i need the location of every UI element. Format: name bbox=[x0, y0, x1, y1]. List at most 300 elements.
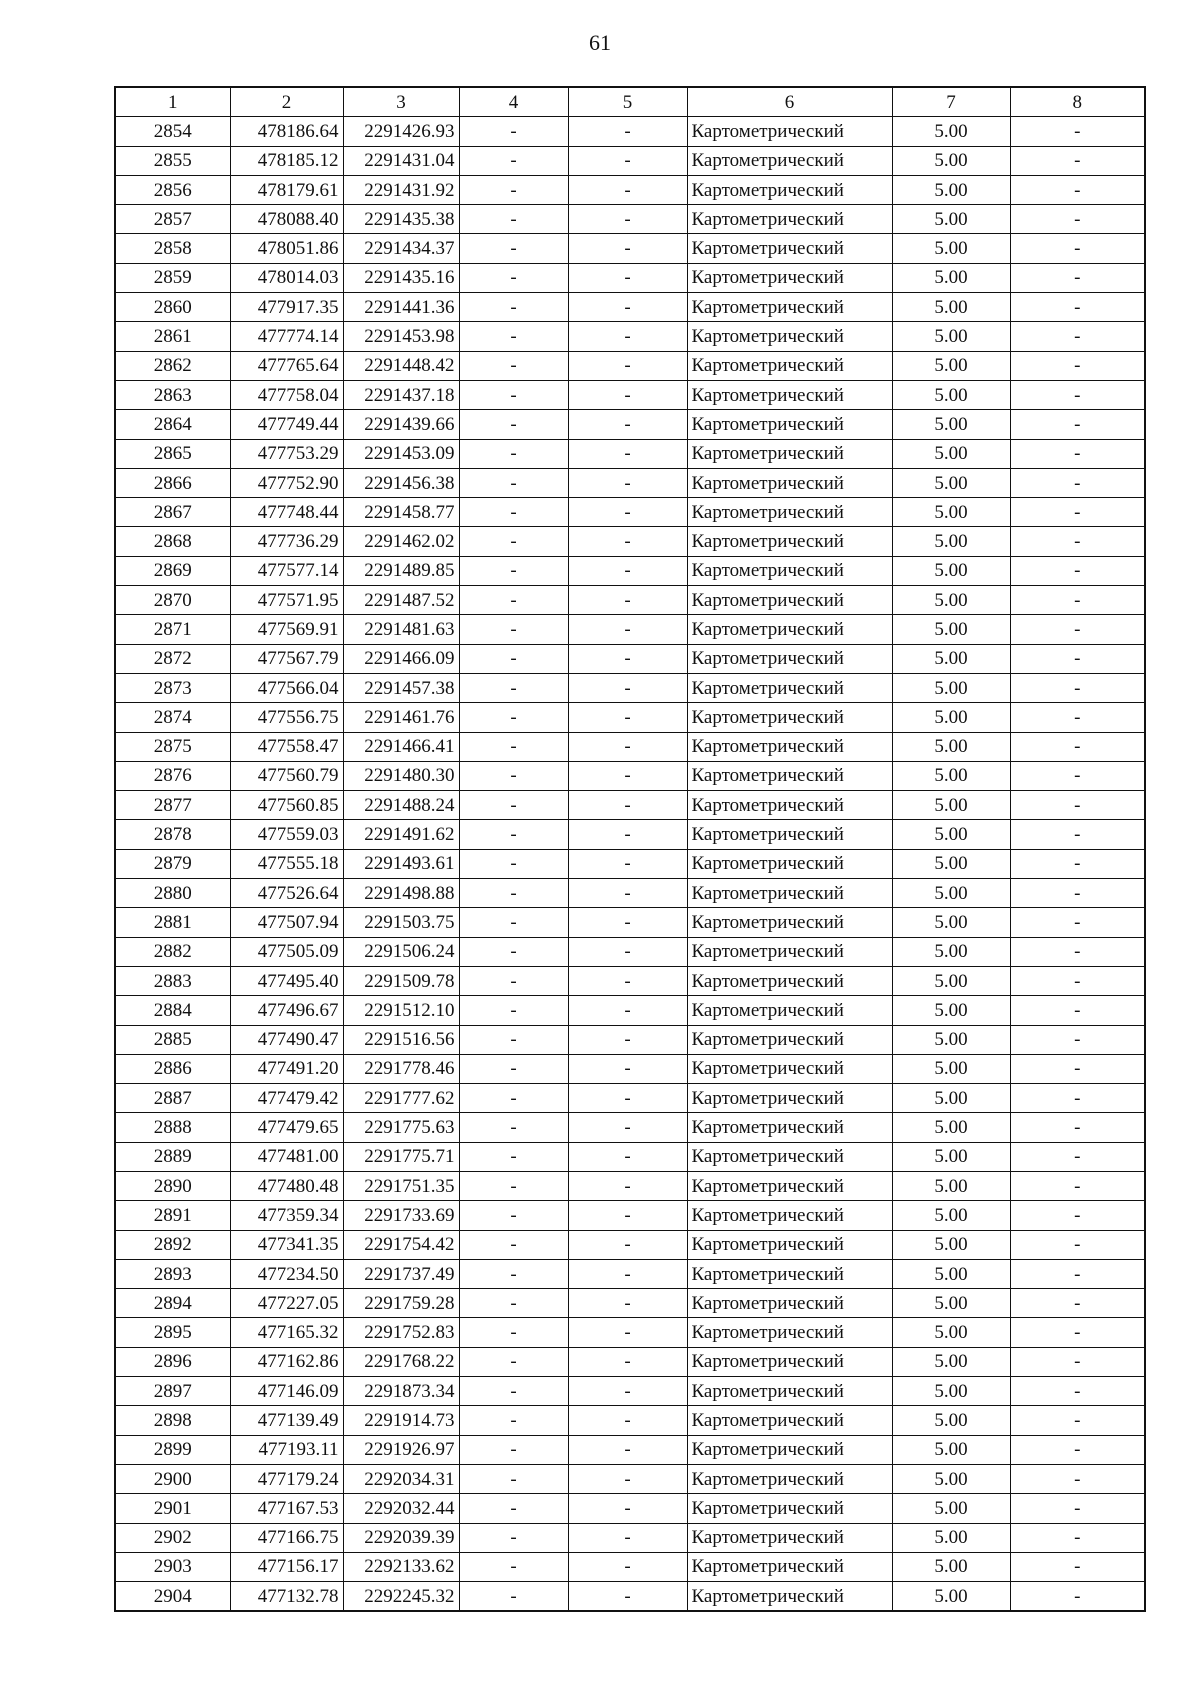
column-header-5: 5 bbox=[568, 87, 687, 117]
table-cell-col-8-value: - bbox=[1010, 791, 1145, 820]
table-cell-col-5-value: - bbox=[568, 439, 687, 468]
table-cell-col-5-value: - bbox=[568, 146, 687, 175]
table-cell-col-5-value: - bbox=[568, 556, 687, 585]
table-cell-point-number: 2883 bbox=[115, 966, 230, 995]
table-cell-method: Картометрический bbox=[687, 205, 892, 234]
table-cell-col-5-value: - bbox=[568, 410, 687, 439]
table-cell-accuracy: 5.00 bbox=[892, 1377, 1010, 1406]
table-cell-col-4-value: - bbox=[459, 820, 568, 849]
table-cell-method: Картометрический bbox=[687, 1406, 892, 1435]
table-row bbox=[115, 439, 1145, 468]
table-cell-col-5-value: - bbox=[568, 1142, 687, 1171]
table-cell-x-coordinate: 477146.09 bbox=[230, 1377, 343, 1406]
table-cell-col-5-value: - bbox=[568, 908, 687, 937]
table-cell-accuracy: 5.00 bbox=[892, 791, 1010, 820]
table-cell-y-coordinate: 2291453.09 bbox=[343, 439, 459, 468]
table-cell-col-5-value: - bbox=[568, 263, 687, 292]
table-cell-y-coordinate: 2291448.42 bbox=[343, 351, 459, 380]
table-row bbox=[115, 1289, 1145, 1318]
table-row bbox=[115, 1201, 1145, 1230]
page-number: 61 bbox=[589, 30, 611, 55]
table-row bbox=[115, 615, 1145, 644]
table-cell-y-coordinate: 2291480.30 bbox=[343, 761, 459, 790]
table-cell-accuracy: 5.00 bbox=[892, 1025, 1010, 1054]
table-cell-method: Картометрический bbox=[687, 966, 892, 995]
table-row bbox=[115, 1084, 1145, 1113]
table-cell-method: Картометрический bbox=[687, 761, 892, 790]
table-cell-col-4-value: - bbox=[459, 761, 568, 790]
table-cell-method: Картометрический bbox=[687, 879, 892, 908]
table-cell-col-4-value: - bbox=[459, 146, 568, 175]
table-cell-x-coordinate: 477227.05 bbox=[230, 1289, 343, 1318]
table-cell-method: Картометрический bbox=[687, 732, 892, 761]
table-cell-accuracy: 5.00 bbox=[892, 351, 1010, 380]
table-cell-y-coordinate: 2291466.41 bbox=[343, 732, 459, 761]
table-row bbox=[115, 703, 1145, 732]
table-cell-col-4-value: - bbox=[459, 1142, 568, 1171]
table-cell-col-8-value: - bbox=[1010, 673, 1145, 702]
table-cell-col-4-value: - bbox=[459, 351, 568, 380]
table-row bbox=[115, 556, 1145, 585]
table-cell-method: Картометрический bbox=[687, 1084, 892, 1113]
table-cell-col-5-value: - bbox=[568, 966, 687, 995]
table-cell-col-8-value: - bbox=[1010, 146, 1145, 175]
table-cell-x-coordinate: 477165.32 bbox=[230, 1318, 343, 1347]
table-cell-point-number: 2860 bbox=[115, 293, 230, 322]
table-cell-x-coordinate: 477166.75 bbox=[230, 1523, 343, 1552]
table-cell-method: Картометрический bbox=[687, 996, 892, 1025]
table-cell-x-coordinate: 477496.67 bbox=[230, 996, 343, 1025]
table-cell-col-5-value: - bbox=[568, 380, 687, 409]
table-cell-y-coordinate: 2291462.02 bbox=[343, 527, 459, 556]
table-cell-col-8-value: - bbox=[1010, 703, 1145, 732]
table-cell-col-4-value: - bbox=[459, 586, 568, 615]
table-cell-y-coordinate: 2291439.66 bbox=[343, 410, 459, 439]
table-cell-x-coordinate: 477479.65 bbox=[230, 1113, 343, 1142]
table-cell-col-8-value: - bbox=[1010, 1435, 1145, 1464]
table-cell-accuracy: 5.00 bbox=[892, 439, 1010, 468]
table-row bbox=[115, 1494, 1145, 1523]
table-cell-col-5-value: - bbox=[568, 703, 687, 732]
table-cell-accuracy: 5.00 bbox=[892, 1259, 1010, 1288]
table-cell-point-number: 2904 bbox=[115, 1582, 230, 1612]
table-cell-y-coordinate: 2291489.85 bbox=[343, 556, 459, 585]
table-cell-y-coordinate: 2291751.35 bbox=[343, 1171, 459, 1200]
table-cell-x-coordinate: 477736.29 bbox=[230, 527, 343, 556]
table-row bbox=[115, 351, 1145, 380]
table-cell-point-number: 2887 bbox=[115, 1084, 230, 1113]
table-cell-method: Картометрический bbox=[687, 1494, 892, 1523]
table-cell-y-coordinate: 2291768.22 bbox=[343, 1347, 459, 1376]
table-cell-col-5-value: - bbox=[568, 1025, 687, 1054]
table-cell-method: Картометрический bbox=[687, 175, 892, 204]
table-cell-method: Картометрический bbox=[687, 1552, 892, 1581]
table-row bbox=[115, 410, 1145, 439]
table-cell-col-5-value: - bbox=[568, 1171, 687, 1200]
table-cell-x-coordinate: 477179.24 bbox=[230, 1464, 343, 1493]
table-cell-y-coordinate: 2291437.18 bbox=[343, 380, 459, 409]
table-cell-col-5-value: - bbox=[568, 1113, 687, 1142]
table-cell-col-4-value: - bbox=[459, 380, 568, 409]
table-cell-x-coordinate: 477567.79 bbox=[230, 644, 343, 673]
table-cell-col-4-value: - bbox=[459, 439, 568, 468]
table-cell-col-5-value: - bbox=[568, 586, 687, 615]
table-cell-col-4-value: - bbox=[459, 468, 568, 497]
table-cell-x-coordinate: 477560.79 bbox=[230, 761, 343, 790]
table-cell-col-5-value: - bbox=[568, 673, 687, 702]
table-cell-col-8-value: - bbox=[1010, 117, 1145, 146]
table-cell-x-coordinate: 477765.64 bbox=[230, 351, 343, 380]
table-cell-col-4-value: - bbox=[459, 996, 568, 1025]
table-cell-point-number: 2875 bbox=[115, 732, 230, 761]
table-row bbox=[115, 527, 1145, 556]
table-cell-col-4-value: - bbox=[459, 615, 568, 644]
table-cell-point-number: 2874 bbox=[115, 703, 230, 732]
table-cell-y-coordinate: 2291926.97 bbox=[343, 1435, 459, 1464]
table-row bbox=[115, 586, 1145, 615]
table-cell-point-number: 2885 bbox=[115, 1025, 230, 1054]
table-cell-point-number: 2880 bbox=[115, 879, 230, 908]
table-cell-y-coordinate: 2291453.98 bbox=[343, 322, 459, 351]
table-cell-col-8-value: - bbox=[1010, 556, 1145, 585]
table-cell-col-5-value: - bbox=[568, 1347, 687, 1376]
column-header-8: 8 bbox=[1010, 87, 1145, 117]
table-cell-method: Картометрический bbox=[687, 410, 892, 439]
table-cell-col-8-value: - bbox=[1010, 966, 1145, 995]
table-cell-accuracy: 5.00 bbox=[892, 1113, 1010, 1142]
table-row bbox=[115, 1552, 1145, 1581]
table-cell-col-8-value: - bbox=[1010, 1201, 1145, 1230]
table-cell-accuracy: 5.00 bbox=[892, 586, 1010, 615]
table-cell-col-4-value: - bbox=[459, 937, 568, 966]
table-cell-y-coordinate: 2291778.46 bbox=[343, 1054, 459, 1083]
table-cell-method: Картометрический bbox=[687, 293, 892, 322]
table-cell-col-8-value: - bbox=[1010, 1230, 1145, 1259]
table-cell-col-5-value: - bbox=[568, 1259, 687, 1288]
table-cell-x-coordinate: 477758.04 bbox=[230, 380, 343, 409]
table-row bbox=[115, 205, 1145, 234]
table-cell-col-8-value: - bbox=[1010, 732, 1145, 761]
table-cell-col-5-value: - bbox=[568, 527, 687, 556]
table-cell-col-8-value: - bbox=[1010, 468, 1145, 497]
table-cell-accuracy: 5.00 bbox=[892, 732, 1010, 761]
table-cell-col-5-value: - bbox=[568, 820, 687, 849]
table-cell-point-number: 2881 bbox=[115, 908, 230, 937]
table-row bbox=[115, 1230, 1145, 1259]
table-cell-col-5-value: - bbox=[568, 234, 687, 263]
table-cell-method: Картометрический bbox=[687, 1523, 892, 1552]
table-cell-col-5-value: - bbox=[568, 1406, 687, 1435]
table-cell-y-coordinate: 2291431.04 bbox=[343, 146, 459, 175]
table-cell-method: Картометрический bbox=[687, 1435, 892, 1464]
table-cell-col-4-value: - bbox=[459, 791, 568, 820]
table-cell-col-8-value: - bbox=[1010, 380, 1145, 409]
table-cell-method: Картометрический bbox=[687, 586, 892, 615]
table-cell-col-5-value: - bbox=[568, 293, 687, 322]
table-cell-point-number: 2855 bbox=[115, 146, 230, 175]
table-cell-col-5-value: - bbox=[568, 879, 687, 908]
table-cell-col-8-value: - bbox=[1010, 1464, 1145, 1493]
table-cell-col-8-value: - bbox=[1010, 761, 1145, 790]
table-cell-y-coordinate: 2291512.10 bbox=[343, 996, 459, 1025]
table-cell-y-coordinate: 2291466.09 bbox=[343, 644, 459, 673]
table-cell-col-8-value: - bbox=[1010, 908, 1145, 937]
table-cell-x-coordinate: 477481.00 bbox=[230, 1142, 343, 1171]
table-cell-y-coordinate: 2291775.63 bbox=[343, 1113, 459, 1142]
table-cell-method: Картометрический bbox=[687, 527, 892, 556]
table-cell-point-number: 2879 bbox=[115, 849, 230, 878]
table-row bbox=[115, 234, 1145, 263]
table-cell-col-8-value: - bbox=[1010, 1259, 1145, 1288]
table-cell-point-number: 2858 bbox=[115, 234, 230, 263]
table-row bbox=[115, 1464, 1145, 1493]
table-cell-col-4-value: - bbox=[459, 1552, 568, 1581]
table-cell-x-coordinate: 477167.53 bbox=[230, 1494, 343, 1523]
table-cell-point-number: 2870 bbox=[115, 586, 230, 615]
table-cell-col-8-value: - bbox=[1010, 996, 1145, 1025]
table-cell-col-8-value: - bbox=[1010, 1406, 1145, 1435]
table-body bbox=[115, 117, 1145, 1612]
table-cell-col-5-value: - bbox=[568, 322, 687, 351]
table-cell-x-coordinate: 477558.47 bbox=[230, 732, 343, 761]
table-cell-method: Картометрический bbox=[687, 1201, 892, 1230]
table-cell-col-8-value: - bbox=[1010, 351, 1145, 380]
table-cell-x-coordinate: 477749.44 bbox=[230, 410, 343, 439]
table-cell-method: Картометрический bbox=[687, 644, 892, 673]
table-cell-point-number: 2862 bbox=[115, 351, 230, 380]
table-cell-accuracy: 5.00 bbox=[892, 1435, 1010, 1464]
table-cell-col-8-value: - bbox=[1010, 1318, 1145, 1347]
table-cell-point-number: 2884 bbox=[115, 996, 230, 1025]
table-cell-accuracy: 5.00 bbox=[892, 644, 1010, 673]
table-cell-x-coordinate: 477139.49 bbox=[230, 1406, 343, 1435]
table-cell-y-coordinate: 2291503.75 bbox=[343, 908, 459, 937]
table-cell-x-coordinate: 478179.61 bbox=[230, 175, 343, 204]
table-cell-col-4-value: - bbox=[459, 263, 568, 292]
table-cell-method: Картометрический bbox=[687, 1025, 892, 1054]
table-cell-x-coordinate: 477162.86 bbox=[230, 1347, 343, 1376]
table-row bbox=[115, 1347, 1145, 1376]
table-cell-col-4-value: - bbox=[459, 1406, 568, 1435]
table-cell-accuracy: 5.00 bbox=[892, 879, 1010, 908]
table-cell-point-number: 2878 bbox=[115, 820, 230, 849]
table-cell-col-4-value: - bbox=[459, 1523, 568, 1552]
table-cell-accuracy: 5.00 bbox=[892, 263, 1010, 292]
table-cell-col-5-value: - bbox=[568, 732, 687, 761]
table-cell-x-coordinate: 477748.44 bbox=[230, 498, 343, 527]
table-cell-y-coordinate: 2291487.52 bbox=[343, 586, 459, 615]
table-cell-y-coordinate: 2291456.38 bbox=[343, 468, 459, 497]
table-cell-point-number: 2895 bbox=[115, 1318, 230, 1347]
table-cell-point-number: 2899 bbox=[115, 1435, 230, 1464]
table-cell-col-8-value: - bbox=[1010, 527, 1145, 556]
table-cell-col-8-value: - bbox=[1010, 849, 1145, 878]
table-cell-accuracy: 5.00 bbox=[892, 908, 1010, 937]
table-cell-y-coordinate: 2291435.38 bbox=[343, 205, 459, 234]
table-cell-col-5-value: - bbox=[568, 498, 687, 527]
table-row bbox=[115, 937, 1145, 966]
table-cell-col-8-value: - bbox=[1010, 410, 1145, 439]
table-row bbox=[115, 1054, 1145, 1083]
table-row bbox=[115, 644, 1145, 673]
table-cell-method: Картометрический bbox=[687, 673, 892, 702]
table-cell-method: Картометрический bbox=[687, 937, 892, 966]
table-cell-accuracy: 5.00 bbox=[892, 1318, 1010, 1347]
table-cell-col-4-value: - bbox=[459, 556, 568, 585]
table-row bbox=[115, 1435, 1145, 1464]
table-cell-col-4-value: - bbox=[459, 1289, 568, 1318]
table-cell-col-5-value: - bbox=[568, 761, 687, 790]
table-cell-point-number: 2869 bbox=[115, 556, 230, 585]
table-cell-point-number: 2871 bbox=[115, 615, 230, 644]
table-cell-col-4-value: - bbox=[459, 498, 568, 527]
table-cell-y-coordinate: 2291481.63 bbox=[343, 615, 459, 644]
table-cell-point-number: 2873 bbox=[115, 673, 230, 702]
table-cell-point-number: 2863 bbox=[115, 380, 230, 409]
table-cell-col-8-value: - bbox=[1010, 615, 1145, 644]
table-cell-col-8-value: - bbox=[1010, 1025, 1145, 1054]
table-cell-y-coordinate: 2291516.56 bbox=[343, 1025, 459, 1054]
table-cell-col-4-value: - bbox=[459, 732, 568, 761]
table-cell-y-coordinate: 2291752.83 bbox=[343, 1318, 459, 1347]
table-cell-col-8-value: - bbox=[1010, 820, 1145, 849]
table-row bbox=[115, 380, 1145, 409]
table-cell-accuracy: 5.00 bbox=[892, 1347, 1010, 1376]
table-cell-point-number: 2865 bbox=[115, 439, 230, 468]
table-cell-col-8-value: - bbox=[1010, 1552, 1145, 1581]
table-cell-x-coordinate: 477479.42 bbox=[230, 1084, 343, 1113]
table-cell-accuracy: 5.00 bbox=[892, 849, 1010, 878]
table-cell-accuracy: 5.00 bbox=[892, 996, 1010, 1025]
table-cell-col-8-value: - bbox=[1010, 644, 1145, 673]
table-cell-point-number: 2894 bbox=[115, 1289, 230, 1318]
table-cell-method: Картометрический bbox=[687, 1582, 892, 1612]
table-cell-x-coordinate: 478014.03 bbox=[230, 263, 343, 292]
table-cell-y-coordinate: 2291461.76 bbox=[343, 703, 459, 732]
table-cell-point-number: 2866 bbox=[115, 468, 230, 497]
table-row bbox=[115, 1171, 1145, 1200]
table-cell-col-4-value: - bbox=[459, 1347, 568, 1376]
table-cell-point-number: 2897 bbox=[115, 1377, 230, 1406]
table-cell-method: Картометрический bbox=[687, 380, 892, 409]
table-cell-col-8-value: - bbox=[1010, 1289, 1145, 1318]
table-cell-point-number: 2857 bbox=[115, 205, 230, 234]
table-cell-point-number: 2864 bbox=[115, 410, 230, 439]
table-cell-method: Картометрический bbox=[687, 791, 892, 820]
table-cell-point-number: 2903 bbox=[115, 1552, 230, 1581]
table-cell-col-4-value: - bbox=[459, 879, 568, 908]
table-header-row bbox=[115, 87, 1145, 117]
table-cell-col-5-value: - bbox=[568, 1084, 687, 1113]
table-cell-x-coordinate: 477341.35 bbox=[230, 1230, 343, 1259]
table-cell-col-8-value: - bbox=[1010, 1523, 1145, 1552]
table-cell-method: Картометрический bbox=[687, 263, 892, 292]
table-cell-point-number: 2872 bbox=[115, 644, 230, 673]
table-row bbox=[115, 849, 1145, 878]
table-cell-accuracy: 5.00 bbox=[892, 527, 1010, 556]
table-cell-accuracy: 5.00 bbox=[892, 1171, 1010, 1200]
table-cell-accuracy: 5.00 bbox=[892, 1142, 1010, 1171]
table-cell-y-coordinate: 2291431.92 bbox=[343, 175, 459, 204]
table-cell-x-coordinate: 477917.35 bbox=[230, 293, 343, 322]
table-row bbox=[115, 820, 1145, 849]
table-cell-x-coordinate: 477495.40 bbox=[230, 966, 343, 995]
table-cell-col-5-value: - bbox=[568, 1435, 687, 1464]
table-cell-x-coordinate: 477480.48 bbox=[230, 1171, 343, 1200]
table-cell-col-4-value: - bbox=[459, 205, 568, 234]
table-cell-col-4-value: - bbox=[459, 966, 568, 995]
table-cell-col-8-value: - bbox=[1010, 1084, 1145, 1113]
table-cell-x-coordinate: 478088.40 bbox=[230, 205, 343, 234]
table-cell-accuracy: 5.00 bbox=[892, 1582, 1010, 1612]
table-cell-accuracy: 5.00 bbox=[892, 498, 1010, 527]
table-cell-y-coordinate: 2291506.24 bbox=[343, 937, 459, 966]
column-header-3: 3 bbox=[343, 87, 459, 117]
table-cell-x-coordinate: 477491.20 bbox=[230, 1054, 343, 1083]
table-cell-col-8-value: - bbox=[1010, 1347, 1145, 1376]
table-cell-col-4-value: - bbox=[459, 234, 568, 263]
table-cell-accuracy: 5.00 bbox=[892, 1406, 1010, 1435]
table-cell-y-coordinate: 2292032.44 bbox=[343, 1494, 459, 1523]
table-cell-point-number: 2854 bbox=[115, 117, 230, 146]
table-cell-x-coordinate: 477490.47 bbox=[230, 1025, 343, 1054]
table-cell-y-coordinate: 2291441.36 bbox=[343, 293, 459, 322]
table-cell-method: Картометрический bbox=[687, 351, 892, 380]
column-header-7: 7 bbox=[892, 87, 1010, 117]
table-cell-accuracy: 5.00 bbox=[892, 205, 1010, 234]
table-cell-method: Картометрический bbox=[687, 1171, 892, 1200]
table-cell-col-4-value: - bbox=[459, 673, 568, 702]
table-cell-method: Картометрический bbox=[687, 1347, 892, 1376]
table-cell-y-coordinate: 2291777.62 bbox=[343, 1084, 459, 1113]
table-cell-x-coordinate: 477505.09 bbox=[230, 937, 343, 966]
table-cell-accuracy: 5.00 bbox=[892, 293, 1010, 322]
table-cell-col-8-value: - bbox=[1010, 1054, 1145, 1083]
table-row bbox=[115, 175, 1145, 204]
table-cell-col-4-value: - bbox=[459, 1259, 568, 1288]
table-cell-method: Картометрический bbox=[687, 498, 892, 527]
table-row bbox=[115, 1377, 1145, 1406]
table-cell-point-number: 2891 bbox=[115, 1201, 230, 1230]
table-cell-point-number: 2898 bbox=[115, 1406, 230, 1435]
table-cell-accuracy: 5.00 bbox=[892, 1230, 1010, 1259]
table-cell-accuracy: 5.00 bbox=[892, 234, 1010, 263]
table-cell-point-number: 2902 bbox=[115, 1523, 230, 1552]
table-cell-y-coordinate: 2291759.28 bbox=[343, 1289, 459, 1318]
table-cell-y-coordinate: 2291733.69 bbox=[343, 1201, 459, 1230]
table-cell-y-coordinate: 2291434.37 bbox=[343, 234, 459, 263]
table-cell-x-coordinate: 477774.14 bbox=[230, 322, 343, 351]
table-row bbox=[115, 966, 1145, 995]
table-cell-col-4-value: - bbox=[459, 1201, 568, 1230]
table-cell-col-5-value: - bbox=[568, 1494, 687, 1523]
table-cell-point-number: 2890 bbox=[115, 1171, 230, 1200]
table-cell-method: Картометрический bbox=[687, 117, 892, 146]
table-cell-col-4-value: - bbox=[459, 1113, 568, 1142]
table-cell-x-coordinate: 477569.91 bbox=[230, 615, 343, 644]
table-row bbox=[115, 146, 1145, 175]
table-row bbox=[115, 879, 1145, 908]
table-cell-accuracy: 5.00 bbox=[892, 1201, 1010, 1230]
table-cell-col-5-value: - bbox=[568, 468, 687, 497]
table-cell-accuracy: 5.00 bbox=[892, 1084, 1010, 1113]
table-cell-y-coordinate: 2291457.38 bbox=[343, 673, 459, 702]
table-cell-col-4-value: - bbox=[459, 293, 568, 322]
table-cell-col-5-value: - bbox=[568, 1289, 687, 1318]
table-cell-x-coordinate: 477753.29 bbox=[230, 439, 343, 468]
table-cell-method: Картометрический bbox=[687, 234, 892, 263]
table-cell-col-5-value: - bbox=[568, 1054, 687, 1083]
